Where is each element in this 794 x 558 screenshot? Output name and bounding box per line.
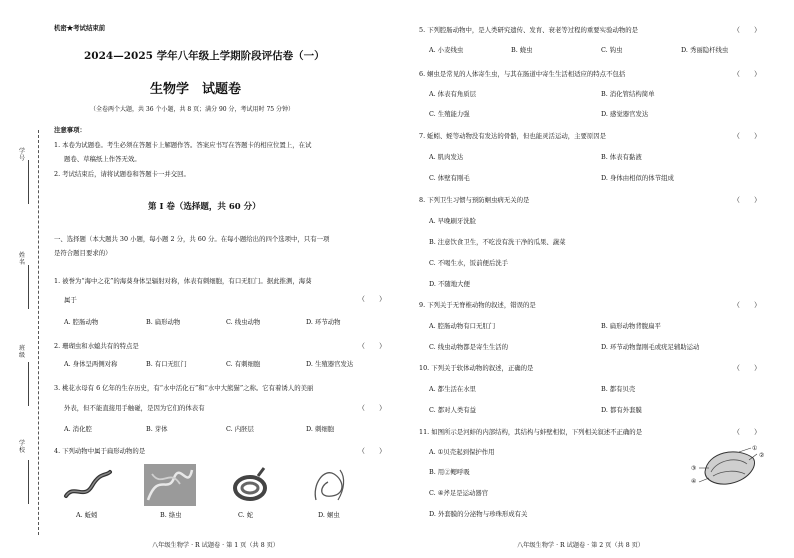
option: B. 用②鳃呼吸: [429, 468, 470, 476]
secret-label: 机密★考试结束前: [54, 24, 106, 32]
option: B. 芽体: [146, 425, 168, 433]
note-line: 题卷、草稿纸上作答无效。: [64, 155, 141, 163]
option: A. 身体呈两侧对称: [64, 360, 118, 368]
q5-stem: 5. 下列腔肠动物中，是人类研究遗传、发育、衰老等过程的重要实验动物的是: [419, 26, 639, 34]
option: D. 环节动物: [306, 318, 341, 326]
q3-stem: 3. 桃花水母有 6 亿年的生存历史，有“水中活化石”和“水中大熊猫”之称。它有着诱人的美丽: [54, 384, 314, 392]
section-title: 第 Ⅰ 卷（选择题，共 60 分）: [148, 202, 261, 212]
exam-title: 2024—2025 学年八年级上学期阶段评估卷（一）: [84, 50, 325, 62]
option: D. 蛔虫: [318, 511, 340, 519]
answer-paren: （ ）: [358, 447, 386, 455]
gutter-label-class: 班级: [18, 345, 25, 359]
q3-stem: 外表，但不能直接用手触碰，是因为它们的体表有: [64, 404, 205, 412]
option: A. 腔肠动物有口无肛门: [429, 322, 496, 330]
q6-stem: 6. 蛔虫是常见的人体寄生虫，与其在肠道中寄生生活相适应的特点不包括: [419, 70, 626, 78]
option: B. 消化管结构简单: [601, 90, 655, 98]
q8-stem: 8. 下列卫生习惯与预防蛔虫病无关的是: [419, 196, 530, 204]
page-footer: 八年级生物学 · R 试题卷 · 第 2 页（共 8 页）: [517, 542, 644, 549]
q11-stem: 11. 如图所示是河蚌的内部结构，其结构与蚌壁相似，下列相关叙述不正确的是: [419, 428, 643, 436]
answer-paren: （ ）: [733, 428, 761, 436]
gutter-label-name: 姓名: [18, 252, 25, 266]
option: D. 刺细胞: [306, 425, 335, 433]
option: B. 扁形动物: [146, 318, 181, 326]
note-line: 2. 考试结束后，请将试题卷和答题卡一并交回。: [54, 170, 190, 178]
option: D. 秀丽隐杆线虫: [681, 46, 729, 54]
option: C. 都对人类有益: [429, 406, 477, 414]
roundworm-image: [310, 464, 350, 506]
mc-intro: 是符合题目要求的）: [54, 249, 112, 257]
answer-paren: （ ）: [733, 70, 761, 78]
mc-intro: 一、选择题（本大题共 30 小题，每小题 2 分，共 60 分。在每小题给出的四个选项中，只有一项: [54, 235, 330, 243]
option: D. 身体由相似的体节组成: [601, 174, 674, 182]
answer-paren: （ ）: [358, 295, 386, 303]
q2-stem: 2. 珊瑚虫和水螅共有的特点是: [54, 342, 139, 350]
option: D. 生殖器官发达: [306, 360, 354, 368]
diagram-label: ②: [759, 452, 765, 459]
q4-stem: 4. 下列动物中属于扁形动物的是: [54, 447, 146, 455]
q7-stem: 7. 蚯蚓、蛭等动物没有发达的骨骼，但也能灵活运动，主要原因是: [419, 132, 607, 140]
option: A. 肌肉发达: [429, 153, 464, 161]
page-footer: 八年级生物学 · R 试题卷 · 第 1 页（共 8 页）: [152, 542, 279, 549]
option: C. 不喝生水，饭前便后洗手: [429, 259, 509, 267]
option: A. 消化腔: [64, 425, 92, 433]
earthworm-image: [62, 466, 114, 504]
option: B. 有口无肛门: [146, 360, 187, 368]
option: C. 体壁有刚毛: [429, 174, 470, 182]
option: C. 线虫动物: [226, 318, 261, 326]
option: C. 线虫动物都是寄生生活的: [429, 343, 509, 351]
answer-paren: （ ）: [358, 342, 386, 350]
option: C. ④斧足是运动器官: [429, 489, 489, 497]
diagram-label: ③: [691, 465, 697, 472]
option: A. 体表有角质层: [429, 90, 477, 98]
option: D. 都有外套膜: [601, 406, 642, 414]
option: C. 生殖能力强: [429, 110, 470, 118]
option: B. 绦虫: [160, 511, 182, 519]
diagram-label: ④: [691, 478, 697, 485]
option: B. 扁形动物背腹扁平: [601, 322, 661, 330]
exam-subtitle: 生物学 试题卷: [150, 82, 242, 97]
q1-stem: 1. 被誉为“海中之花”的海葵身体呈辐射对称，体表有刺细胞，有口无肛门。据此推测，海葵: [54, 277, 312, 285]
answer-paren: （ ）: [358, 404, 386, 412]
option: A. 都生活在水里: [429, 385, 477, 393]
gutter-label-school: 学校: [18, 440, 25, 454]
option: C. 内胚层: [226, 425, 254, 433]
q1-stem: 属于: [64, 296, 77, 304]
binding-line: [38, 130, 39, 535]
option: D. 感觉器官发达: [601, 110, 649, 118]
option: C. 有刺细胞: [226, 360, 261, 368]
answer-paren: （ ）: [733, 364, 761, 372]
snake-image: [228, 464, 272, 506]
option: A. 腔肠动物: [64, 318, 99, 326]
q10-stem: 10. 下列关于软体动物的叙述，正确的是: [419, 364, 534, 372]
option: D. 环节动物靠刚毛或疣足辅助运动: [601, 343, 700, 351]
diagram-label: ①: [752, 445, 758, 452]
answer-paren: （ ）: [733, 301, 761, 309]
answer-paren: （ ）: [733, 132, 761, 140]
option: B. 蛲虫: [511, 46, 533, 54]
right-page: [397, 0, 794, 558]
gutter-rule: [28, 265, 29, 309]
option: A. 早晚刷牙洗脸: [429, 217, 477, 225]
option: C. 蛇: [238, 511, 254, 519]
q9-stem: 9. 下列关于无脊椎动物的叙述，错误的是: [419, 301, 536, 309]
gutter-label-student-id: 学号: [18, 148, 25, 162]
option: D. 不随地大便: [429, 280, 470, 288]
gutter-rule: [28, 362, 29, 406]
option: B. 体表有黏液: [601, 153, 642, 161]
option: A. 蚯蚓: [76, 511, 98, 519]
answer-paren: （ ）: [733, 26, 761, 34]
option: D. 外套膜的分泌物与珍珠形成有关: [429, 510, 528, 518]
tapeworm-image: [144, 464, 196, 506]
option: A. ①贝壳起到保护作用: [429, 448, 495, 456]
option: A. 小麦线虫: [429, 46, 464, 54]
option: B. 都有贝壳: [601, 385, 636, 393]
answer-paren: （ ）: [733, 196, 761, 204]
gutter-rule: [28, 160, 29, 204]
option: B. 注意饮食卫生，不吃没有洗干净的瓜果、蔬菜: [429, 238, 566, 246]
option: C. 钩虫: [601, 46, 623, 54]
gutter-rule: [28, 460, 29, 504]
note-line: 1. 本卷为试题卷。考生必须在答题卡上解题作答。答案应书写在答题卡的相应位置上，在试: [54, 141, 312, 149]
notes-title: 注意事项：: [54, 126, 86, 134]
exam-info: （全卷两个大题，共 36 个小题，共 8 页；满分 90 分，考试用时 75 分钟）: [90, 106, 294, 113]
